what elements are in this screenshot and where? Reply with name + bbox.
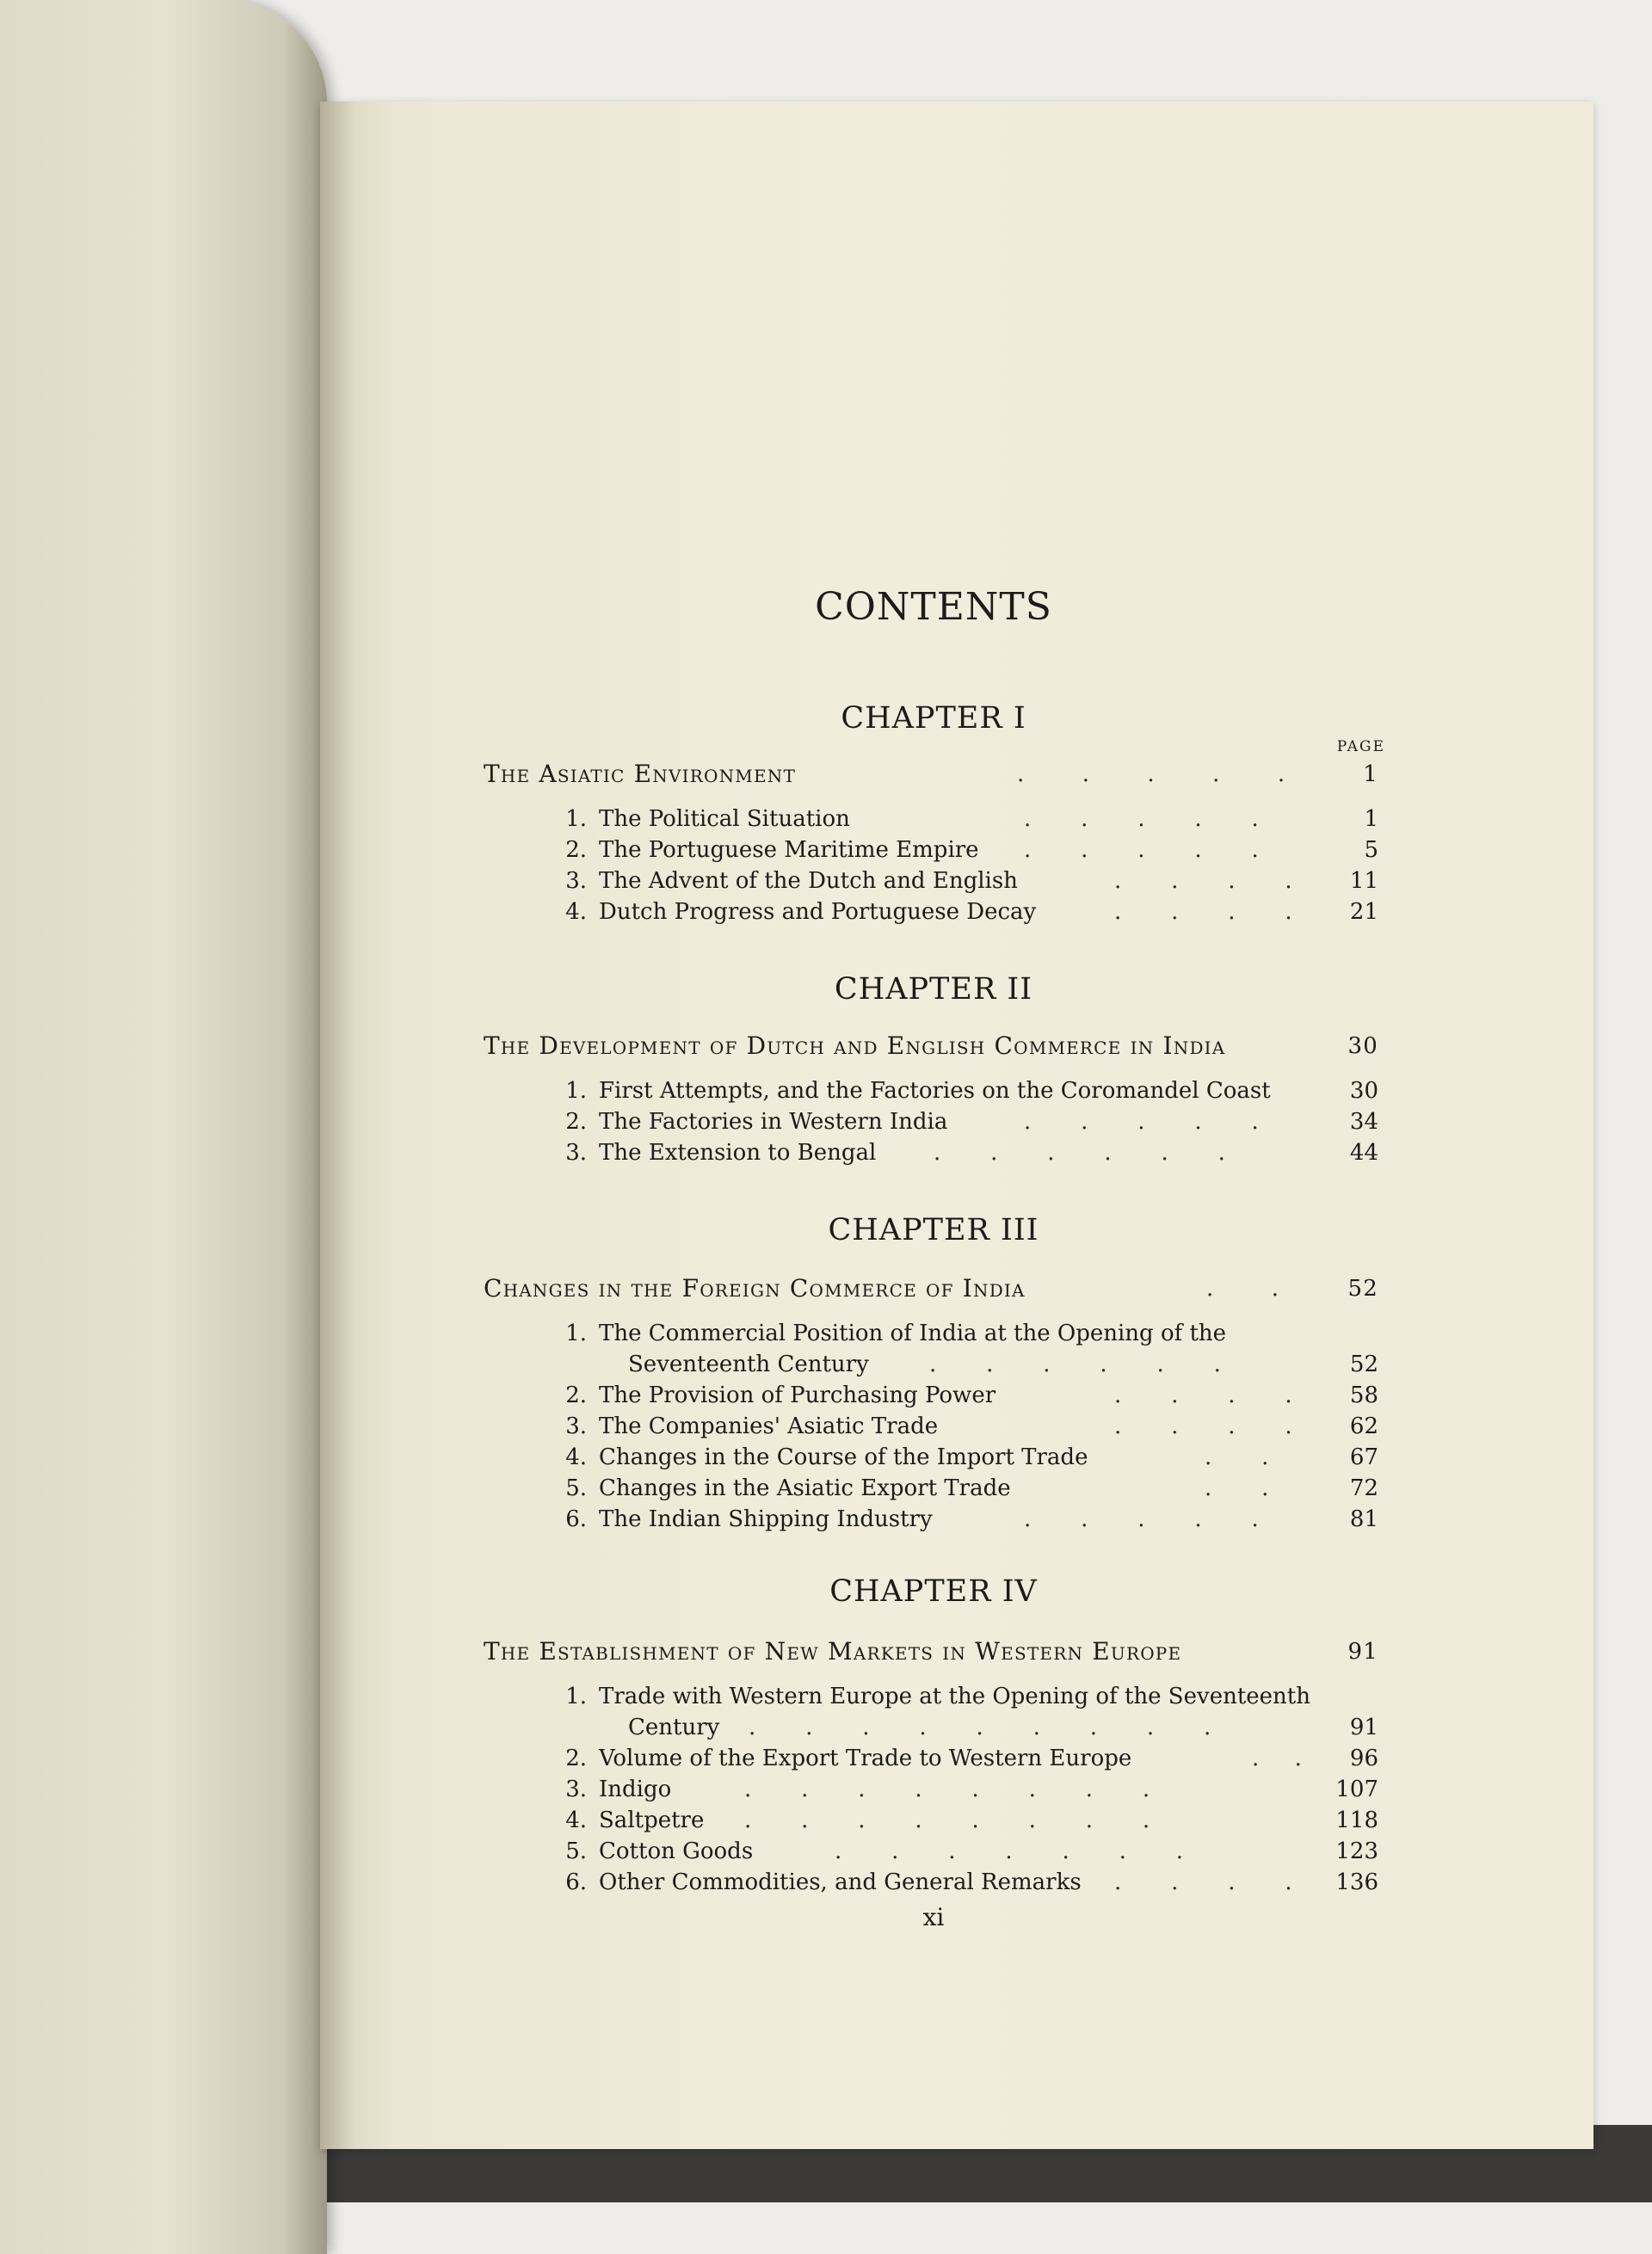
- leader-dots: . . . . .: [1017, 761, 1286, 787]
- toc-entry: [482, 1442, 1385, 1473]
- page-number: 30: [1347, 1033, 1378, 1059]
- toc-entry: [482, 1106, 1385, 1137]
- entry-text: The Extension to Bengal: [599, 1140, 877, 1166]
- leader-dots: . . . . . .: [934, 1140, 1225, 1166]
- chapter-title-text: The Development of Dutch and English Commerce in India: [484, 1032, 1226, 1060]
- page-number: 1: [1364, 806, 1378, 832]
- page-number: 44: [1349, 1140, 1378, 1166]
- entry-number: 3.: [565, 1413, 587, 1439]
- leader-dots: . . . . .: [1024, 806, 1259, 832]
- entry-text-continuation: Seventeenth Century: [628, 1352, 869, 1377]
- toc-entry: [482, 804, 1385, 834]
- page-number: 62: [1349, 1413, 1378, 1439]
- entry-text: Saltpetre: [599, 1808, 705, 1833]
- chapter-title: [484, 1636, 1385, 1667]
- leader-dots: . .: [1252, 1746, 1302, 1771]
- leader-dots: . . . . .: [1024, 837, 1259, 863]
- leader-dots: . . . . . . . . .: [749, 1715, 1211, 1740]
- toc-entry-continuation: [482, 1712, 1385, 1743]
- page-number: 118: [1335, 1808, 1378, 1833]
- contents-page: [482, 585, 1385, 1961]
- entry-text: The Indian Shipping Industry: [599, 1506, 933, 1532]
- toc-entry: [482, 1473, 1385, 1504]
- entry-text: First Attempts, and the Factories on the Coromandel Coast: [599, 1078, 1271, 1104]
- page-folio: xi: [922, 1903, 945, 1931]
- leader-dots: . . . .: [1114, 1869, 1292, 1895]
- leader-dots: . . . .: [1114, 899, 1292, 925]
- entry-number: 5.: [565, 1838, 587, 1864]
- entry-text: The Companies' Asiatic Trade: [599, 1413, 939, 1439]
- toc-entry: [482, 1075, 1385, 1106]
- leader-dots: . . . . . .: [929, 1352, 1221, 1377]
- page-number: 81: [1349, 1506, 1378, 1532]
- entry-number: 6.: [565, 1506, 587, 1532]
- toc-entry: [482, 1774, 1385, 1805]
- entry-number: 3.: [565, 868, 587, 894]
- entry-text: Cotton Goods: [599, 1838, 754, 1864]
- leader-dots: . .: [1206, 1276, 1280, 1302]
- chapter-title: [484, 1031, 1385, 1062]
- entry-text: The Commercial Position of India at the Opening of the: [599, 1321, 1227, 1346]
- entry-text: Other Commodities, and General Remarks: [599, 1869, 1082, 1895]
- entry-number: 2.: [565, 1383, 587, 1408]
- chapter-title-text: The Establishment of New Markets in Western Europe: [484, 1637, 1182, 1666]
- entry-text: Volume of the Export Trade to Western Europe: [599, 1746, 1132, 1771]
- entry-number: 2.: [565, 837, 587, 863]
- toc-entry: [482, 1504, 1385, 1535]
- entry-number: 2.: [565, 1746, 587, 1771]
- entry-text: The Provision of Purchasing Power: [599, 1383, 996, 1408]
- page-number: 1: [1363, 761, 1378, 787]
- leader-dots: . . . . . . .: [835, 1838, 1183, 1864]
- entry-text: The Factories in Western India: [599, 1109, 948, 1135]
- chapter-heading: CHAPTER III: [828, 1213, 1039, 1247]
- entry-number: 3.: [565, 1140, 587, 1166]
- toc-entry: [482, 1318, 1385, 1349]
- leader-dots: . . . .: [1114, 868, 1292, 894]
- toc-entry: [482, 865, 1385, 896]
- chapter-title: [484, 759, 1385, 790]
- leader-dots: . . . . . . . .: [744, 1777, 1150, 1802]
- entry-number: 3.: [565, 1777, 587, 1802]
- toc-entry: [482, 1380, 1385, 1411]
- entry-number: 1.: [565, 1321, 587, 1346]
- page-number: 96: [1349, 1746, 1378, 1771]
- chapter-heading: CHAPTER I: [841, 701, 1026, 736]
- toc-entry: [482, 1137, 1385, 1168]
- entry-text: The Political Situation: [599, 806, 850, 832]
- page-number: 91: [1347, 1639, 1378, 1665]
- toc-entry-continuation: [482, 1349, 1385, 1380]
- toc-entry: [482, 896, 1385, 927]
- page-number: 52: [1347, 1276, 1378, 1302]
- page-number: 58: [1349, 1383, 1378, 1408]
- chapter-title: [484, 1273, 1385, 1304]
- toc-entry: [482, 1681, 1385, 1712]
- entry-number: 1.: [565, 806, 587, 832]
- chapter-title-text: Changes in the Foreign Commerce of India: [484, 1274, 1026, 1303]
- page-number: 52: [1349, 1352, 1378, 1377]
- entry-number: 1.: [565, 1684, 587, 1709]
- page-number: 136: [1335, 1869, 1378, 1895]
- leader-dots: . . . .: [1114, 1413, 1292, 1439]
- toc-entry: [482, 1836, 1385, 1867]
- page-number: 30: [1349, 1078, 1378, 1104]
- leader-dots: . . . . .: [1024, 1506, 1259, 1532]
- page-number: 11: [1349, 868, 1378, 894]
- page-column-label: PAGE: [1336, 738, 1385, 755]
- entry-number: 1.: [565, 1078, 587, 1104]
- entry-text: Trade with Western Europe at the Opening of the Seventeenth: [599, 1684, 1310, 1709]
- entry-text-continuation: Century: [628, 1715, 720, 1740]
- toc-entry: [482, 834, 1385, 865]
- entry-text: Dutch Progress and Portuguese Decay: [599, 899, 1037, 925]
- entry-text: The Portuguese Maritime Empire: [599, 837, 979, 863]
- leader-dots: . . . . .: [1024, 1109, 1259, 1135]
- entry-text: The Advent of the Dutch and English: [599, 868, 1018, 894]
- entry-text: Indigo: [599, 1777, 672, 1802]
- chapter-heading: CHAPTER II: [834, 972, 1033, 1007]
- entry-number: 4.: [565, 1808, 587, 1833]
- page-number: 5: [1364, 837, 1378, 863]
- toc-entry: [482, 1743, 1385, 1774]
- entry-number: 6.: [565, 1869, 587, 1895]
- leader-dots: . . . .: [1114, 1383, 1292, 1408]
- toc-entry: [482, 1867, 1385, 1898]
- left-book-page: [0, 0, 327, 2254]
- entry-number: 4.: [565, 1444, 587, 1470]
- toc-entry: [482, 1805, 1385, 1836]
- chapter-title-text: The Asiatic Environment: [484, 760, 796, 788]
- entry-text: Changes in the Course of the Import Trade: [599, 1444, 1088, 1470]
- page-number: 67: [1349, 1444, 1378, 1470]
- leader-dots: . .: [1205, 1475, 1269, 1501]
- entry-number: 2.: [565, 1109, 587, 1135]
- leader-dots: . . . . . . . .: [744, 1808, 1150, 1833]
- contents-title: CONTENTS: [815, 585, 1052, 629]
- page-number: 91: [1349, 1715, 1378, 1740]
- chapter-heading: CHAPTER IV: [829, 1574, 1038, 1609]
- entry-text: Changes in the Asiatic Export Trade: [599, 1475, 1011, 1501]
- page-gutter-shadow: [320, 102, 354, 2149]
- page-number: 21: [1349, 899, 1378, 925]
- entry-number: 4.: [565, 899, 587, 925]
- toc-entry: [482, 1411, 1385, 1442]
- page-number: 107: [1335, 1777, 1378, 1802]
- entry-number: 5.: [565, 1475, 587, 1501]
- leader-dots: . .: [1205, 1444, 1269, 1470]
- page-number: 123: [1335, 1838, 1378, 1864]
- page-number: 34: [1349, 1109, 1378, 1135]
- page-number: 72: [1349, 1475, 1378, 1501]
